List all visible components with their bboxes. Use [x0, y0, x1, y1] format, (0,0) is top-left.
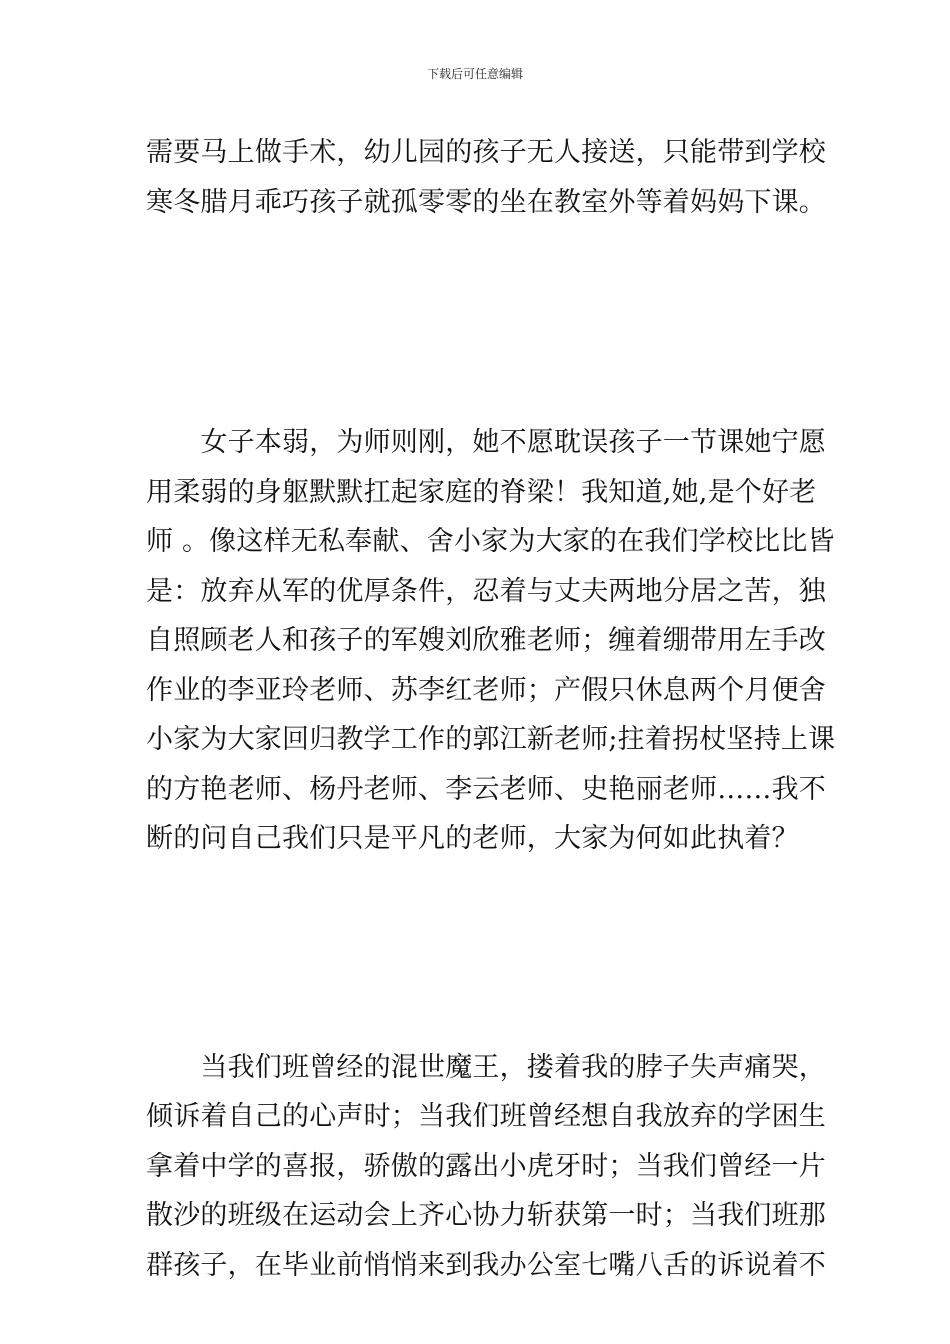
text-line: 用柔弱的身躯默默扛起家庭的脊梁！我知道,她,是个好老 — [146, 476, 817, 508]
paragraph-2 — [146, 418, 836, 864]
text-line: 散沙的班级在运动会上齐心协力斩获第一时；当我们班那 — [146, 1200, 826, 1231]
text-line: 倾诉着自己的心声时；当我们班曾经想自我放弃的学困生 — [146, 1101, 826, 1132]
paragraph-3 — [146, 1043, 826, 1291]
text-line: 师 。像这样无私奉献、舍小家为大家的在我们学校比比皆 — [146, 526, 835, 557]
text-line: 女子本弱，为师则刚，她不愿耽误孩子一节课她宁愿 — [146, 427, 826, 458]
text-line: 的方艳老师、杨丹老师、李云老师、史艳丽老师……我不 — [146, 773, 826, 805]
text-line: 作业的李亚玲老师、苏李红老师；产假只休息两个月便舍 — [146, 674, 826, 706]
text-line: 当我们班曾经的混世魔王，搂着我的脖子失声痛哭， — [146, 1051, 826, 1083]
text-line: 自照顾老人和孩子的军嫂刘欣雅老师；缠着绷带用左手改 — [146, 625, 826, 656]
paragraph-spacer — [146, 864, 810, 1043]
text-line: 拿着中学的喜报，骄傲的露出小虎牙时；当我们曾经一片 — [146, 1150, 826, 1182]
text-line: 需要马上做手术，幼儿园的孩子无人接送，只能带到学校 — [146, 137, 826, 168]
paragraph-1 — [146, 128, 826, 227]
text-line: 寒冬腊月乖巧孩子就孤零零的坐在教室外等着妈妈下课。 — [146, 186, 826, 218]
text-line: 是：放弃从军的优厚条件，忍着与丈夫两地分居之苦，独 — [146, 575, 826, 607]
document-body — [146, 128, 836, 1290]
text-line: 群孩子，在毕业前悄悄来到我办公室七嘴八舌的诉说着不 — [146, 1249, 826, 1281]
text-line: 断的问自己我们只是平凡的老师，大家为何如此执着？ — [146, 823, 799, 854]
paragraph-spacer — [146, 227, 810, 418]
page-header: 下载后可任意编辑 — [426, 67, 523, 81]
text-line: 小家为大家回归教学工作的郭江新老师;拄着拐杖坚持上课 — [146, 724, 836, 755]
